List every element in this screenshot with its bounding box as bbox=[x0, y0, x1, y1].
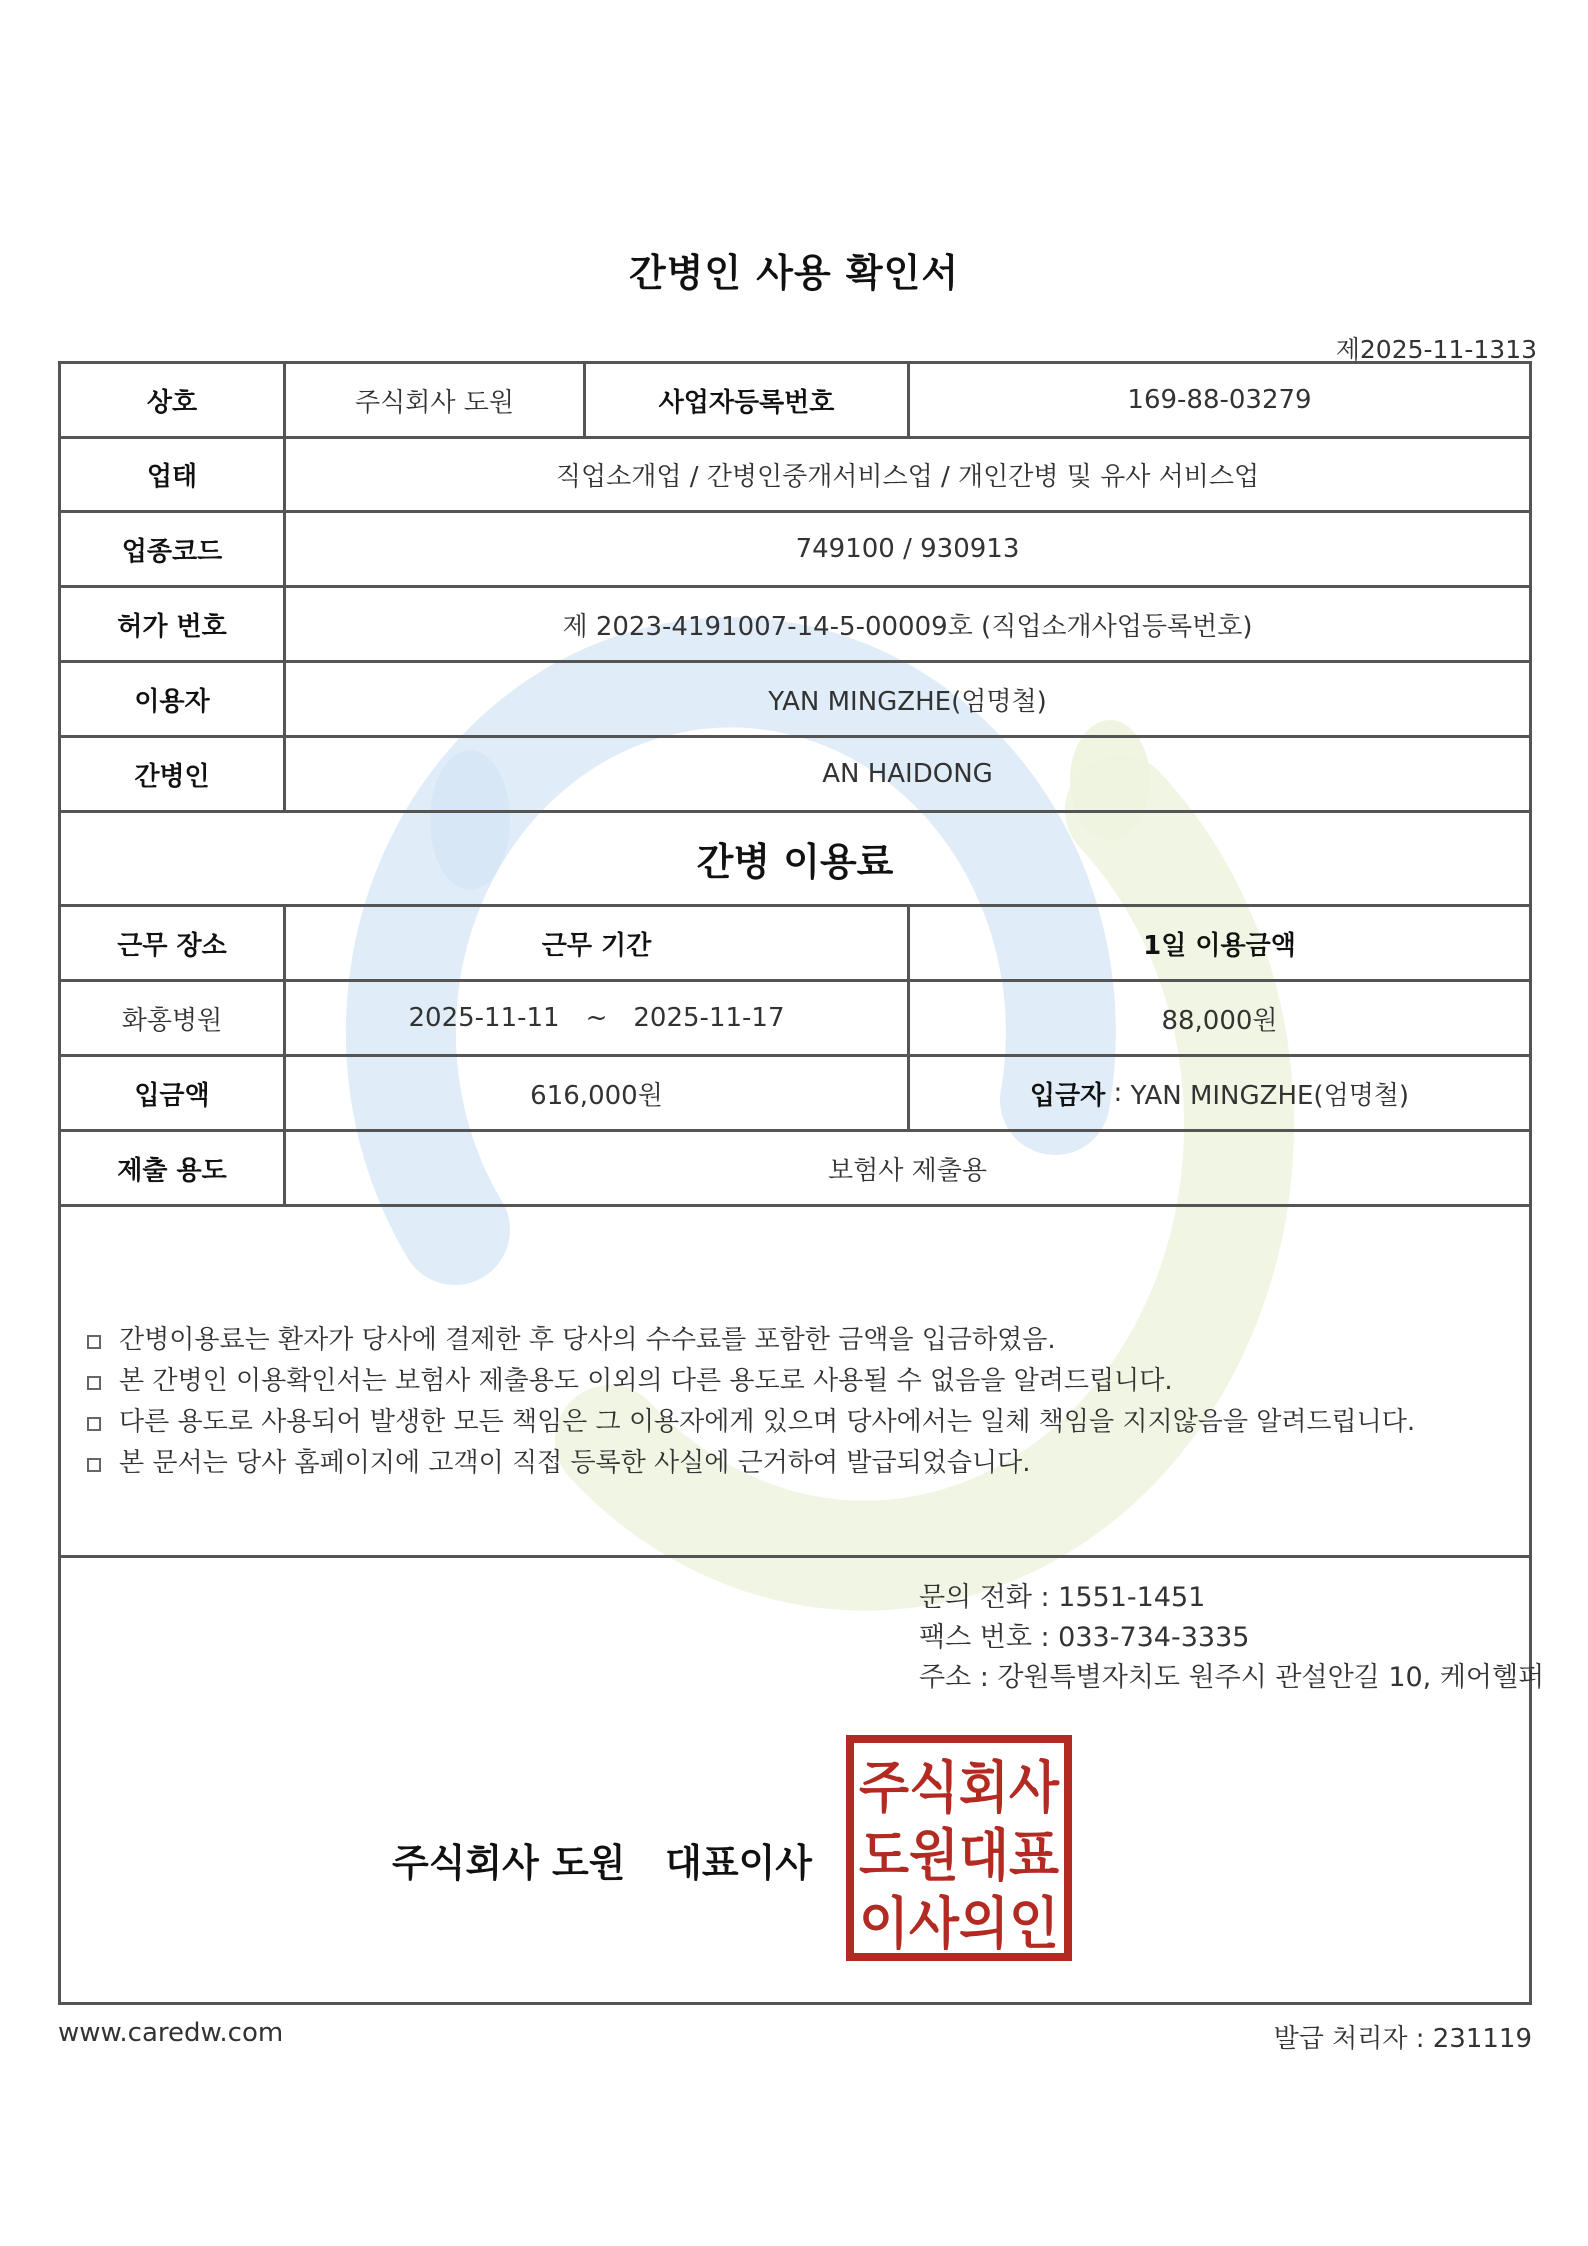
caregiver-value: AN HAIDONG bbox=[283, 738, 1529, 810]
svg-text:이사의인: 이사의인 bbox=[859, 1892, 1059, 1957]
daily-amount-value: 88,000원 bbox=[907, 982, 1529, 1054]
square-bullet-icon bbox=[87, 1335, 101, 1349]
document-number: 제2025-11-1313 bbox=[1335, 335, 1537, 364]
signer-name: 주식회사 도원 대표이사 bbox=[392, 1841, 812, 1885]
user-value: YAN MINGZHE(엄명철) bbox=[283, 663, 1529, 735]
contact-fax: 팩스 번호 : 033-734-3335 bbox=[919, 1622, 1250, 1653]
permit-value: 제 2023-4191007-14-5-00009호 (직업소개사업등록번호) bbox=[283, 588, 1529, 660]
notice-item: 본 간병인 이용확인서는 보험사 제출용도 이외의 다른 용도로 사용될 수 없음을 알려드립니다. bbox=[87, 1361, 1415, 1402]
industry-code-row bbox=[61, 513, 1529, 588]
fee-section-row bbox=[61, 813, 1529, 907]
square-bullet-icon bbox=[87, 1458, 101, 1472]
bizreg-label: 사업자등록번호 bbox=[583, 364, 907, 436]
fee-values-row bbox=[61, 982, 1529, 1057]
website-url: www.caredw.com bbox=[58, 2018, 284, 2048]
confirmation-form bbox=[58, 361, 1545, 2005]
notices-list bbox=[87, 1320, 1415, 1484]
period-header: 근무 기간 bbox=[283, 907, 907, 979]
workplace-header: 근무 장소 bbox=[117, 930, 227, 961]
square-bullet-icon bbox=[87, 1376, 101, 1390]
depositor-separator: : bbox=[1105, 1078, 1131, 1108]
permit-row bbox=[61, 588, 1529, 663]
purpose-label: 제출 용도 bbox=[117, 1155, 227, 1186]
signature-area bbox=[61, 1558, 1545, 2002]
period-start: 2025-11-11 bbox=[408, 1003, 560, 1033]
notice-item: 간병이용료는 환자가 당사에 결제한 후 당사의 수수료를 포함한 금액을 입금하였음. bbox=[87, 1320, 1415, 1361]
company-value: 주식회사 도원 bbox=[283, 364, 583, 436]
notices-row bbox=[61, 1207, 1529, 1558]
purpose-value: 보험사 제출용 bbox=[283, 1132, 1529, 1204]
deposit-label: 입금액 bbox=[134, 1080, 210, 1111]
industry-code-label: 업종코드 bbox=[121, 536, 223, 567]
fee-section-title: 간병 이용료 bbox=[696, 840, 894, 884]
svg-text:주식회사: 주식회사 bbox=[859, 1756, 1060, 1821]
daily-amount-header: 1일 이용금액 bbox=[907, 907, 1529, 979]
period-separator: ~ bbox=[585, 1003, 608, 1033]
company-seal-stamp bbox=[846, 1735, 1072, 1961]
permit-label: 허가 번호 bbox=[117, 611, 227, 642]
caregiver-row bbox=[61, 738, 1529, 813]
workplace-value: 화홍병원 bbox=[121, 1005, 223, 1036]
period-end: 2025-11-17 bbox=[633, 1003, 785, 1033]
user-row bbox=[61, 663, 1529, 738]
deposit-value: 616,000원 bbox=[283, 1057, 907, 1129]
business-type-row bbox=[61, 439, 1529, 513]
issue-processor: 발급 처리자 : 231119 bbox=[1273, 2024, 1532, 2054]
depositor bbox=[907, 1057, 1529, 1129]
user-label: 이용자 bbox=[134, 686, 210, 717]
depositor-value: YAN MINGZHE(엄명철) bbox=[1130, 1080, 1410, 1111]
fee-header-row bbox=[61, 907, 1529, 982]
notice-item: 본 문서는 당사 홈페이지에 고객이 직접 등록한 사실에 근거하여 발급되었습니다. bbox=[87, 1443, 1415, 1484]
business-type-value: 직업소개업 / 간병인중개서비스업 / 개인간병 및 유사 서비스업 bbox=[283, 439, 1529, 510]
company-label: 상호 bbox=[146, 387, 198, 418]
purpose-row bbox=[61, 1132, 1529, 1207]
deposit-row bbox=[61, 1057, 1529, 1132]
depositor-label: 입금자 bbox=[1029, 1080, 1106, 1111]
notice-item: 다른 용도로 사용되어 발생한 모든 책임은 그 이용자에게 있으며 당사에서는 일체 책임을 지지않음을 알려드립니다. bbox=[87, 1402, 1415, 1443]
period-value bbox=[283, 982, 907, 1054]
contact-block bbox=[919, 1578, 1544, 1698]
business-type-label: 업태 bbox=[146, 462, 198, 492]
company-row bbox=[61, 364, 1529, 439]
industry-code-value: 749100 / 930913 bbox=[283, 513, 1529, 585]
contact-address: 주소 : 강원특별자치도 원주시 관설안길 10, 케어헬퍼 bbox=[919, 1662, 1545, 1693]
svg-text:도원대표: 도원대표 bbox=[859, 1824, 1059, 1889]
caregiver-label: 간병인 bbox=[134, 761, 210, 792]
square-bullet-icon bbox=[87, 1417, 101, 1431]
document-title: 간병인 사용 확인서 bbox=[628, 251, 960, 295]
contact-phone: 문의 전화 : 1551-1451 bbox=[919, 1582, 1206, 1613]
bizreg-value: 169-88-03279 bbox=[907, 364, 1529, 436]
